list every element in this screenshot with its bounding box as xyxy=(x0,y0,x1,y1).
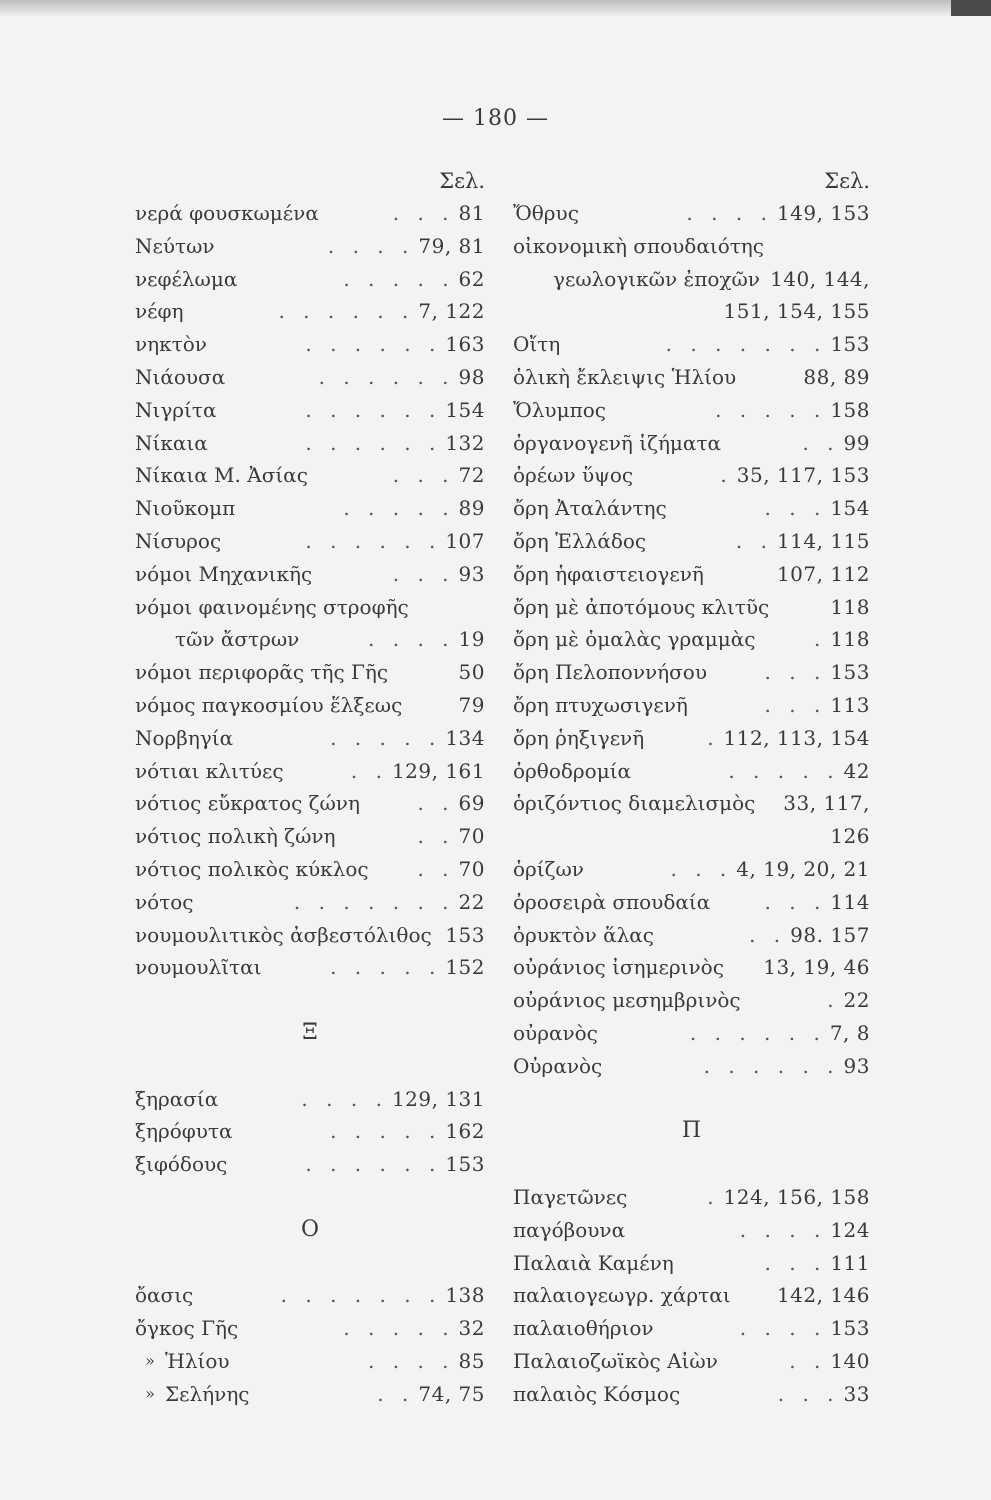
leader-dots xyxy=(388,656,458,689)
leader-dots: . . . . . xyxy=(343,496,455,521)
entry-term: γεωλογικῶν ἐποχῶν xyxy=(553,266,760,291)
index-entry xyxy=(135,755,485,788)
entry-pages: 85 xyxy=(458,1348,485,1373)
index-entry xyxy=(513,558,870,591)
entry-term: ὁλικὴ ἔκλειψις Ἡλίου xyxy=(513,364,737,389)
entry-term: παλαιὸς Κόσμος xyxy=(513,1381,681,1406)
entry-pages: 107 xyxy=(445,528,485,553)
entry-pages: 112, 113, 154 xyxy=(723,725,870,750)
entry-pages: 152 xyxy=(445,955,485,980)
entry-term: νότος xyxy=(135,889,194,914)
index-entry xyxy=(135,1083,485,1116)
index-entry xyxy=(135,623,485,656)
leader-dots: . . . . . xyxy=(343,1316,455,1341)
entry-term: νόμος παγκοσμίου ἕλξεως xyxy=(135,692,403,717)
entry-term: Νιγρίτα xyxy=(135,397,217,422)
leader-dots: . . xyxy=(350,758,388,783)
index-entry xyxy=(513,1378,870,1411)
index-entry xyxy=(135,1148,485,1181)
index-entry xyxy=(513,820,870,853)
leader-dots: . . . . . . . xyxy=(293,889,455,914)
entry-pages: 33, 117, xyxy=(783,791,870,816)
blank-line xyxy=(135,1181,485,1214)
leader-dots: . . . xyxy=(392,463,455,488)
index-entry xyxy=(513,1345,870,1378)
entry-term: Παγετῶνες xyxy=(513,1184,628,1209)
leader-dots xyxy=(736,361,803,394)
entry-pages: 142, 146 xyxy=(776,1283,870,1308)
entry-pages: 72 xyxy=(458,463,485,488)
leader-dots xyxy=(731,1279,777,1312)
entry-pages: 153 xyxy=(830,332,870,357)
index-rows xyxy=(135,197,485,1410)
index-entry xyxy=(513,984,870,1017)
index-rows xyxy=(513,197,870,1410)
index-entry xyxy=(135,558,485,591)
index-entry xyxy=(135,263,485,296)
entry-pages: 70 xyxy=(458,824,485,849)
leader-dots: . . . xyxy=(392,201,455,225)
index-entry xyxy=(135,492,485,525)
index-entry xyxy=(513,591,870,624)
index-entry xyxy=(513,1279,870,1312)
index-entry xyxy=(135,328,485,361)
index-entry xyxy=(513,361,870,394)
entry-pages: 93 xyxy=(843,1053,870,1078)
leader-dots: . . . . xyxy=(739,1217,827,1242)
entry-term: νόμοι φαινομένης στροφῆς xyxy=(135,594,409,619)
entry-pages: 114, 115 xyxy=(776,528,870,553)
entry-term: Νεύτων xyxy=(135,233,215,258)
entry-pages: 74, 75 xyxy=(418,1381,485,1406)
index-entry xyxy=(135,1345,485,1378)
index-entry xyxy=(513,787,870,820)
entry-pages: 50 xyxy=(458,660,485,685)
entry-term: Νιάουσα xyxy=(135,364,226,389)
entry-pages: 153 xyxy=(445,1152,485,1177)
leader-dots: . . . . . . xyxy=(305,430,442,455)
leader-dots: . . . . . xyxy=(715,397,827,422)
entry-term: παγόβουνα xyxy=(513,1217,626,1242)
entry-term: ξιφόδους xyxy=(135,1152,228,1177)
blank-line xyxy=(513,1083,870,1116)
leader-dots: . . . . . . xyxy=(305,332,442,357)
entry-pages: 132 xyxy=(445,430,485,455)
index-entry xyxy=(135,886,485,919)
entry-term: Παλαιοζωϊκὸς Αἰὼν xyxy=(513,1348,718,1373)
index-entry xyxy=(513,656,870,689)
blank-line xyxy=(513,1148,870,1181)
index-entry xyxy=(513,951,870,984)
index-entry xyxy=(513,394,870,427)
entry-term: ὄρη ῥηξιγενῆ xyxy=(513,725,645,750)
entry-pages: 89 xyxy=(458,496,485,521)
entry-pages: 35, 117, 153 xyxy=(736,463,870,488)
entry-term: ὄρη πτυχωσιγενῆ xyxy=(513,692,688,717)
leader-dots: . . xyxy=(417,791,455,816)
entry-term: Σελήνης xyxy=(165,1381,250,1406)
index-entry xyxy=(135,1378,485,1411)
entry-term: Νιοῦκομπ xyxy=(135,496,236,521)
section-letter: Ξ xyxy=(302,1019,318,1045)
blank-line xyxy=(135,984,485,1017)
entry-pages: 138 xyxy=(445,1283,485,1308)
index-entry xyxy=(513,1312,870,1345)
leader-dots: . xyxy=(720,463,733,488)
index-entry xyxy=(513,525,870,558)
entry-term: ὄρη μὲ ἀποτόμους κλιτῦς xyxy=(513,594,770,619)
leader-dots: . . . . . xyxy=(330,955,442,980)
leader-dots: . . . . . xyxy=(343,266,455,291)
leader-dots: . xyxy=(827,988,840,1013)
leader-dots: . . . . . xyxy=(728,758,840,783)
leader-dots: . . . xyxy=(764,496,827,521)
entry-pages: 19 xyxy=(458,627,485,652)
entry-term: Παλαιὰ Καμένη xyxy=(513,1250,674,1275)
entry-pages: 69 xyxy=(458,791,485,816)
index-entry xyxy=(135,295,485,328)
entry-term: Νίσυρος xyxy=(135,528,222,553)
entry-term: νότιος πολικὸς κύκλος xyxy=(135,856,369,881)
leader-dots: . . . . xyxy=(301,1086,388,1111)
leader-dots: . . . xyxy=(764,692,827,717)
index-entry xyxy=(513,197,870,230)
entry-pages: 98 xyxy=(458,364,485,389)
entry-term: Οἴτη xyxy=(513,332,561,357)
leader-dots: . . . . xyxy=(368,1348,455,1373)
entry-term: οὐράνιος μεσημβρινὸς xyxy=(513,988,741,1013)
leader-dots: . . xyxy=(377,1381,415,1406)
ditto-mark: » xyxy=(145,1383,155,1403)
index-entry xyxy=(513,689,870,722)
entry-pages: 22 xyxy=(458,889,485,914)
index-entry xyxy=(513,886,870,919)
index-entry xyxy=(513,459,870,492)
index-entry xyxy=(135,1115,485,1148)
entry-term: ὄρη Ἀταλάντης xyxy=(513,496,667,521)
entry-term: τῶν ἄστρων xyxy=(175,627,300,652)
blank-line xyxy=(135,1050,485,1083)
index-entry xyxy=(135,951,485,984)
index-entry xyxy=(513,1181,870,1214)
entry-term: ὁριζόντιος διαμελισμὸς xyxy=(513,791,756,816)
leader-dots: . xyxy=(813,627,827,652)
entry-term: ὄρη μὲ ὁμαλὰς γραμμὰς xyxy=(513,627,756,652)
entry-pages: 79, 81 xyxy=(418,233,485,258)
entry-pages: 140 xyxy=(830,1348,870,1373)
page-number: — 180 — xyxy=(442,106,549,131)
entry-term: νόμοι περιφορᾶς τῆς Γῆς xyxy=(135,660,389,685)
leader-dots xyxy=(704,558,777,591)
index-entry xyxy=(513,1247,870,1280)
entry-term: παλαιοθήριον xyxy=(513,1316,654,1341)
entry-term: νέφη xyxy=(135,299,184,324)
entry-pages: 162 xyxy=(445,1119,485,1144)
index-entry xyxy=(513,492,870,525)
entry-term: Ὄλυμπος xyxy=(513,397,606,422)
entry-term: Νορβηγία xyxy=(135,725,234,750)
index-entry xyxy=(135,197,485,230)
leader-dots: . . xyxy=(802,430,840,455)
entry-pages: 79 xyxy=(458,692,485,717)
index-entry xyxy=(513,263,870,296)
index-entry xyxy=(513,1050,870,1083)
entry-term: νεφέλωμα xyxy=(135,266,238,291)
entry-term: ὀρθοδρομία xyxy=(513,758,632,783)
entry-term: παλαιογεωγρ. χάρται xyxy=(513,1283,731,1308)
entry-pages: 153 xyxy=(830,1316,870,1341)
entry-term: ὄγκος Γῆς xyxy=(135,1316,239,1341)
index-entry xyxy=(513,919,870,952)
index-entry xyxy=(135,919,485,952)
entry-pages: 4, 19, 20, 21 xyxy=(736,856,870,881)
section-letter: Ο xyxy=(300,1216,320,1242)
index-entry xyxy=(513,427,870,460)
leader-dots: . xyxy=(707,725,720,750)
entry-pages: 129, 131 xyxy=(391,1086,485,1111)
entry-term: ὀρέων ὕψος xyxy=(513,463,634,488)
entry-term: νόμοι Μηχανικῆς xyxy=(135,561,313,586)
entry-term: ὀργανογενῆ ἱζήματα xyxy=(513,430,722,455)
entry-term: νουμουλῖται xyxy=(135,955,262,980)
leader-dots: . . . xyxy=(764,660,827,685)
index-entry xyxy=(135,1279,485,1312)
leader-dots: . . . . . . xyxy=(305,528,442,553)
entry-pages: 62 xyxy=(458,266,485,291)
entry-term: Νίκαια xyxy=(135,430,208,455)
leader-dots xyxy=(760,263,770,296)
leader-dots xyxy=(409,591,485,624)
entry-pages: 7, 122 xyxy=(418,299,485,324)
entry-pages: 154 xyxy=(445,397,485,422)
leader-dots xyxy=(764,230,870,263)
entry-pages: 111 xyxy=(830,1250,870,1275)
leader-dots: . . xyxy=(417,824,455,849)
entry-term: νότιος πολικὴ ζώνη xyxy=(135,824,336,849)
leader-dots: . . . . . . xyxy=(318,364,455,389)
entry-term: ὁρίζων xyxy=(513,856,584,881)
index-entry xyxy=(135,525,485,558)
entry-term: οὐράνιος ἰσημερινὸς xyxy=(513,955,724,980)
entry-pages: 13, 19, 46 xyxy=(763,955,870,980)
leader-dots: . . xyxy=(789,1348,827,1373)
leader-dots xyxy=(769,591,830,624)
entry-term: ὄρη Πελοποννήσου xyxy=(513,660,707,685)
leader-dots: . . . . . . xyxy=(305,397,442,422)
entry-pages: 140, 144, xyxy=(770,266,870,291)
index-entry xyxy=(135,591,485,624)
entry-term: ξηρόφυτα xyxy=(135,1119,233,1144)
leader-dots: . . . xyxy=(764,889,827,914)
entry-pages: 153 xyxy=(445,922,485,947)
index-entry xyxy=(135,361,485,394)
index-entry xyxy=(135,787,485,820)
section-letter: Π xyxy=(681,1118,702,1144)
entry-pages: 151, 154, 155 xyxy=(723,299,870,324)
entry-term: Νίκαια Μ. Ἀσίας xyxy=(135,463,308,488)
entry-pages: 129, 161 xyxy=(391,758,485,783)
index-entry xyxy=(513,623,870,656)
index-entry xyxy=(513,1214,870,1247)
leader-dots: . . . . . . xyxy=(703,1053,840,1078)
index-entry xyxy=(513,328,870,361)
leader-dots: . . . . xyxy=(739,1316,827,1341)
index-column-right xyxy=(513,165,870,1410)
scan-edge xyxy=(0,0,991,16)
entry-term: νότιος εὔκρατος ζώνη xyxy=(135,791,360,816)
entry-term: ὄασις xyxy=(135,1283,194,1308)
leader-dots: . . xyxy=(749,922,787,947)
index-entry xyxy=(513,295,870,328)
ditto-mark: » xyxy=(145,1350,155,1370)
entry-term: ξηρασία xyxy=(135,1086,219,1111)
leader-dots: . . . xyxy=(670,856,733,881)
entry-pages: 124 xyxy=(830,1217,870,1242)
index-entry xyxy=(513,853,870,886)
entry-term: Ὄθρυς xyxy=(513,201,579,225)
entry-term: νερά φουσκωμένα xyxy=(135,201,319,225)
entry-pages: 70 xyxy=(458,856,485,881)
entry-term: ὄρη Ἑλλάδος xyxy=(513,528,647,553)
leader-dots: . . . . xyxy=(368,627,455,652)
index-entry xyxy=(135,820,485,853)
entry-pages: 149, 153 xyxy=(776,201,870,225)
leader-dots: . . . . xyxy=(686,201,773,225)
leader-dots: . . xyxy=(735,528,773,553)
entry-pages: 98. 157 xyxy=(790,922,870,947)
entry-pages: 154 xyxy=(830,496,870,521)
entry-pages: 163 xyxy=(445,332,485,357)
leader-dots: . . . . . . . xyxy=(665,332,827,357)
entry-pages: 126 xyxy=(830,824,870,849)
entry-pages: 22 xyxy=(843,988,870,1013)
index-entry xyxy=(135,656,485,689)
leader-dots: . . xyxy=(417,856,455,881)
entry-term: ὄρη ἡφαιστειογενῆ xyxy=(513,561,704,586)
leader-dots xyxy=(724,951,763,984)
entry-pages: 114 xyxy=(830,889,870,914)
entry-term: οἰκονομικὴ σπουδαιότης xyxy=(513,233,764,258)
entry-term: νηκτὸν xyxy=(135,332,207,357)
entry-pages: 93 xyxy=(458,561,485,586)
entry-pages: 88, 89 xyxy=(803,364,870,389)
entry-term: ὀρυκτὸν ἅλας xyxy=(513,922,654,947)
entry-term: οὐρανὸς xyxy=(513,1020,598,1045)
entry-term: ὀροσειρὰ σπουδαία xyxy=(513,889,711,914)
entry-pages: 81 xyxy=(458,201,485,225)
leader-dots: . . . . . . xyxy=(278,299,415,324)
index-entry xyxy=(513,722,870,755)
entry-term: νουμουλιτικὸς ἀσβεστόλιθος xyxy=(135,922,432,947)
leader-dots: . . . xyxy=(392,561,455,586)
entry-pages: 158 xyxy=(830,397,870,422)
entry-pages: 113 xyxy=(830,692,870,717)
index-entry xyxy=(135,394,485,427)
column-header: Σελ. xyxy=(824,169,870,193)
entry-term: Ἡλίου xyxy=(165,1348,230,1373)
entry-pages: 134 xyxy=(445,725,485,750)
leader-dots: . . . . . . xyxy=(689,1020,826,1045)
entry-pages: 33 xyxy=(843,1381,870,1406)
leader-dots: . . . xyxy=(764,1250,827,1275)
index-column-left xyxy=(135,165,485,1410)
index-entry xyxy=(135,853,485,886)
leader-dots: . . . . xyxy=(327,233,415,258)
entry-pages: 7, 8 xyxy=(829,1020,870,1045)
index-entry xyxy=(513,755,870,788)
leader-dots xyxy=(432,919,446,952)
index-entry xyxy=(135,230,485,263)
index-entry xyxy=(135,689,485,722)
entry-pages: 99 xyxy=(843,430,870,455)
entry-pages: 42 xyxy=(843,758,870,783)
leader-dots: . . . . . xyxy=(330,725,442,750)
leader-dots: . . . . . . xyxy=(305,1152,442,1177)
entry-pages: 124, 156, 158 xyxy=(723,1184,870,1209)
index-entry xyxy=(513,230,870,263)
index-entry xyxy=(513,1017,870,1050)
entry-pages: 118 xyxy=(830,627,870,652)
index-entry xyxy=(135,459,485,492)
index-entry xyxy=(135,1312,485,1345)
index-entry xyxy=(135,427,485,460)
leader-dots: . . . . . . . xyxy=(280,1283,442,1308)
leader-dots: . . . . . xyxy=(330,1119,442,1144)
blank-line xyxy=(135,1247,485,1280)
entry-pages: 153 xyxy=(830,660,870,685)
entry-pages: 118 xyxy=(830,594,870,619)
entry-term: νότιαι κλιτύες xyxy=(135,758,284,783)
entry-pages: 107, 112 xyxy=(776,561,870,586)
leader-dots: . xyxy=(707,1184,720,1209)
entry-pages: 32 xyxy=(458,1316,485,1341)
leader-dots xyxy=(755,787,783,820)
column-header: Σελ. xyxy=(439,169,485,193)
leader-dots: . . . xyxy=(777,1381,840,1406)
entry-term: Οὐρανὸς xyxy=(513,1053,603,1078)
leader-dots xyxy=(402,689,458,722)
index-entry xyxy=(135,722,485,755)
